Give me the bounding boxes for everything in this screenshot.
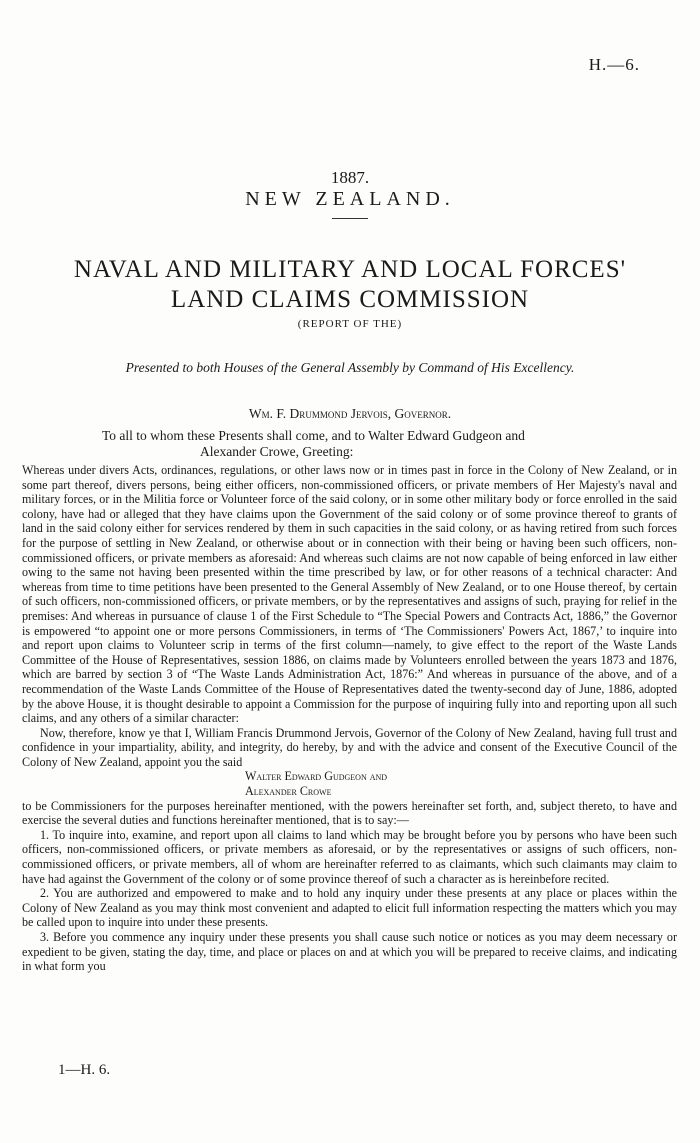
signature-mark: 1—H. 6. bbox=[58, 1062, 111, 1078]
clause-2-paragraph: 2. You are authorized and empowered to make and to hold any inquiry under these presents at any place or places within the Colony of New Zealand as you may think most convenient and adapted to elicit full information respecting the matters which you may be called upon to inquire into under these presents. bbox=[22, 886, 677, 930]
commission-body bbox=[22, 463, 677, 974]
clause-3-paragraph: 3. Before you commence any inquiry under these presents you shall cause such notice or notices as you may deem necessary or expedient to be given, stating the day, time, and place or places on and at which you will be prepared to receive claims, and indicating in what form you bbox=[22, 930, 677, 974]
commissioner-name-1: Walter Edward Gudgeon and bbox=[245, 769, 388, 784]
document-title: NAVAL AND MILITARY AND LOCAL FORCES' LAND CLAIMS COMMISSION bbox=[73, 256, 627, 313]
salutation-line-1: To all to whom these Presents shall come, and to Walter Edward Gudgeon and bbox=[102, 428, 525, 443]
clause-1-paragraph: 1. To inquire into, examine, and report upon all claims to land which may be brought before you by persons who have been such officers, non-commissioned officers, or private members as aforesaid, or by the representatives or assigns of such officers, non-commissioned officers, or private members, all of whom are hereinafter referred to as claimants, which such claimants may claim to have had against the Government of the colony or of some province thereof of such a character as is hereinbefore recited. bbox=[22, 827, 677, 886]
commissioner-name-2: Alexander Crowe bbox=[245, 784, 332, 799]
document-year: 1887. bbox=[330, 168, 370, 187]
now-therefore-paragraph: Now, therefore, know ye that I, William Francis Drummond Jervois, Governor of the Colony of New Zealand, having full trust and confidence in your impartiality, ability, and integrity, do hereby, by and with the advice and consent of the Executive Council of the Colony of New Zealand, appoint you the said bbox=[22, 725, 677, 769]
to-be-commissioners-paragraph: to be Commissioners for the purposes hereinafter mentioned, with the powers hereinafter set forth, and, subject thereto, to have and exercise the several duties and functions hereinafter mentioned, that is to say:— bbox=[22, 798, 677, 828]
salutation bbox=[102, 428, 662, 460]
salutation-line-2: Alexander Crowe, Greeting: bbox=[200, 444, 354, 459]
document-subtitle: (REPORT OF THE) bbox=[297, 318, 403, 330]
whereas-paragraph: Whereas under divers Acts, ordinances, regulations, or other laws now or in times past in force in the Colony of New Zealand, or in some part thereof, divers persons, being either officers, non-commissioned officers, or private members of Her Majesty's naval and military forces, or in the Militia force or Volunteer force of the said colony, or in some other military body or force enrolled in the said colony, have had or alleged that they have claims upon the Government of the said colony or of some province thereof to grants of land in the said colony either for services rendered by them in such capacities in the said colony, or as having retired from such forces for the purpose of settling in New Zealand, or otherwise about or in connection with their being or having been such officers, non-commissioned officers, or private members as aforesaid: And whereas such claims are not now capable of being enforced in law either owing to the same not having been presented within the time prescribed by law, or for other reasons of a technical character: And whereas from time to time petitions have been presented to the General Assembly of New Zealand, or to one House thereof, by certain of such officers, non-commissioned officers, or private members, or by the representatives and assigns of such, praying for relief in the premises: And whereas in pursuance of clause 1 of the First Schedule to “The Special Powers and Contracts Act, 1886,” the Governor is empowered “to appoint one or more persons Commissioners, in terms of ‘The Commissioners' Powers Act, 1867,’ to inquire into and report upon claims to Volunteer scrip in terms of the first column—namely, to give effect to the report of the Waste Lands Committee of the House of Representatives, session 1886, on claims made by Volunteers enrolled between the years 1873 and 1876, which are barred by section 3 of “The Waste Lands Administration Act, 1876:” And whereas in pursuance of the above, and of a recommendation of the Waste Lands Committee of the House of Representatives dated the twenty-second day of June, 1886, adopted by the above House, it is thought desirable to appoint a Commission for the purpose of inquiring fully into and reporting upon all such claims, and any others of a similar character: bbox=[22, 463, 677, 726]
country-heading: NEW ZEALAND. bbox=[245, 188, 455, 210]
page-reference: H.—6. bbox=[588, 55, 640, 74]
governor-line: Wm. F. Drummond Jervois, Governor. bbox=[248, 406, 452, 421]
title-rule bbox=[332, 218, 368, 219]
presented-line: Presented to both Houses of the General Assembly by Command of His Excellency. bbox=[125, 360, 575, 375]
